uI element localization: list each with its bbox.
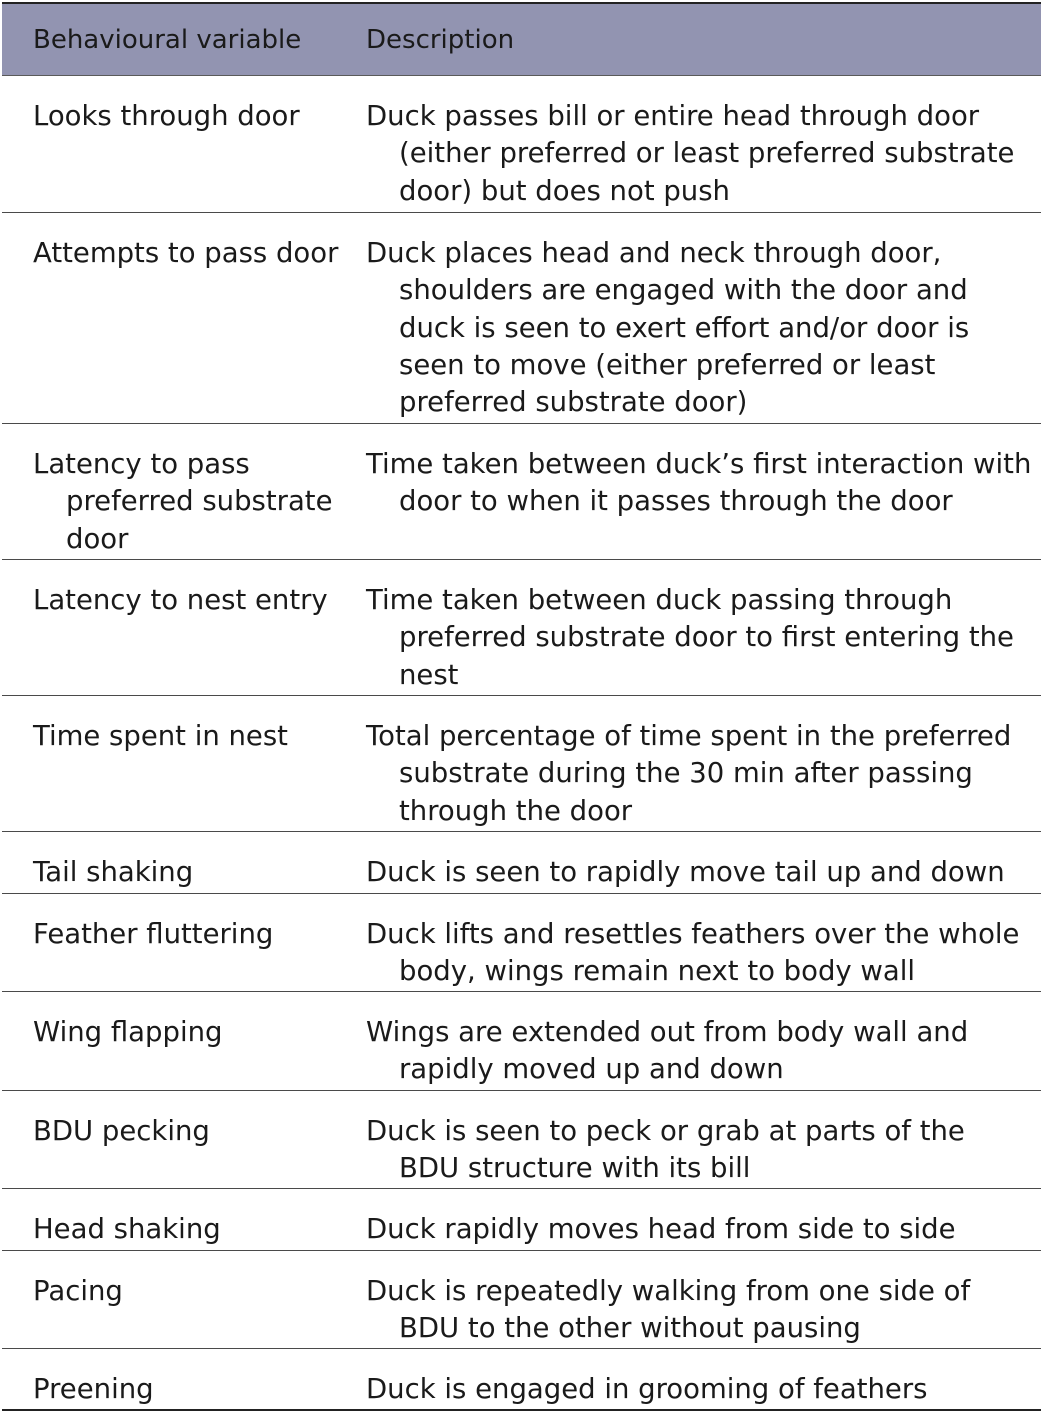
variable-cell: Time spent in nest (33, 720, 288, 752)
description-cell: Total percentage of time spent in the preferred substrate during the 30 min after passing through the door (366, 720, 1012, 827)
variable-cell: Latency to nest entry (33, 584, 328, 616)
table-row (2, 1091, 1041, 1189)
description-cell: Duck rapidly moves head from side to side (366, 1213, 956, 1245)
table-row (2, 1251, 1041, 1349)
table-row (2, 560, 1041, 696)
description-cell: Time taken between duck’s first interaction with door to when it passes through the door (366, 448, 1032, 518)
description-cell: Duck passes bill or entire head through door (either preferred or least preferred substrate door) but does not push (366, 100, 1015, 207)
table-row (2, 894, 1041, 992)
table-row (2, 832, 1041, 894)
variable-cell: Pacing (33, 1275, 123, 1307)
header-behavioural-variable: Behavioural variable (33, 24, 302, 55)
table-row (2, 76, 1041, 213)
description-cell: Duck is seen to peck or grab at parts of the BDU structure with its bill (366, 1115, 965, 1185)
description-cell: Duck is repeatedly walking from one side of BDU to the other without pausing (366, 1275, 971, 1345)
variable-cell: Preening (33, 1373, 154, 1405)
header-description: Description (366, 24, 515, 55)
variable-cell: Attempts to pass door (33, 237, 339, 269)
variable-cell: Feather fluttering (33, 918, 274, 950)
variable-cell: Latency to pass preferred substrate door (33, 448, 333, 555)
table-row (2, 992, 1041, 1091)
description-cell: Duck lifts and resettles feathers over the whole body, wings remain next to body wall (366, 918, 1020, 988)
variable-cell: Wing flapping (33, 1016, 223, 1048)
table-row (2, 1189, 1041, 1251)
variable-cell: Looks through door (33, 100, 300, 132)
behaviour-table (2, 2, 1041, 1411)
description-cell: Time taken between duck passing through preferred substrate door to first entering the nest (366, 584, 1014, 691)
variable-cell: Tail shaking (33, 856, 194, 888)
table-row (2, 213, 1041, 424)
description-cell: Duck is seen to rapidly move tail up and down (366, 856, 1005, 888)
description-cell: Wings are extended out from body wall and rapidly moved up and down (366, 1016, 969, 1086)
table-row (2, 1349, 1041, 1409)
table-row (2, 696, 1041, 832)
table-row (2, 424, 1041, 560)
variable-cell: Head shaking (33, 1213, 221, 1245)
variable-cell: BDU pecking (33, 1115, 210, 1147)
description-cell: Duck is engaged in grooming of feathers (366, 1373, 928, 1405)
table-header (2, 4, 1041, 76)
description-cell: Duck places head and neck through door, shoulders are engaged with the door and duck is seen to exert effort and/or door is seen to move (either preferred or least preferred substrate door) (366, 237, 970, 419)
